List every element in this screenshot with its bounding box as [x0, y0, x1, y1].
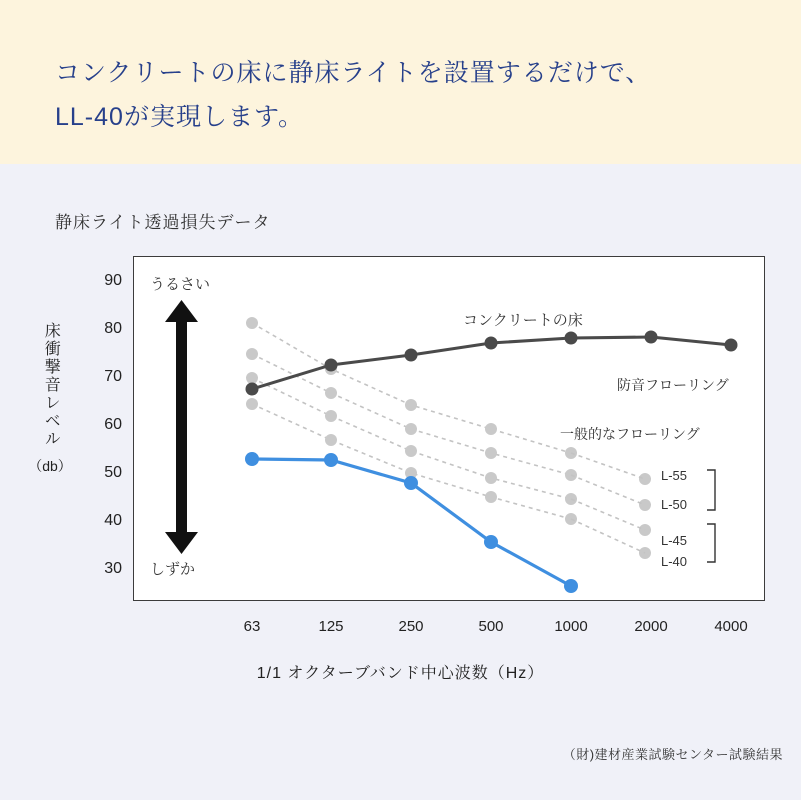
- annotation-soundproof-flooring: 防音フローリング: [617, 377, 729, 393]
- x-tick-125: 125: [318, 618, 344, 635]
- y-tick-50: 50: [104, 464, 122, 481]
- header-text: [55, 52, 755, 140]
- y-tick-60: 60: [104, 416, 122, 433]
- label-l40: L-40: [661, 554, 688, 569]
- x-axis-title: 1/1 オクターブバンド中心波数（Hz）: [256, 665, 545, 682]
- x-tick-2000: 2000: [634, 618, 668, 635]
- label-l50: L-50: [661, 497, 688, 512]
- annotation-loud: うるさい: [150, 276, 211, 293]
- x-tick-4000: 4000: [714, 618, 748, 635]
- y-tick-40: 40: [104, 512, 122, 529]
- y-tick-30: 30: [104, 560, 122, 577]
- x-tick-1000: 1000: [554, 618, 588, 635]
- y-axis-title: [28, 322, 72, 476]
- annotation-general-flooring: 一般的なフローリング: [560, 426, 700, 442]
- label-l55: L-55: [661, 468, 688, 483]
- header-line-2: LL-40が実現します。: [55, 102, 304, 131]
- y-tick-80: 80: [104, 320, 122, 337]
- y-axis-title-text: 床衝撃音レベル: [42, 322, 60, 448]
- annotation-quiet: しずか: [150, 561, 196, 578]
- y-tick-70: 70: [104, 368, 122, 385]
- source-note: （財)建材産業試験センター試験結果: [562, 747, 783, 762]
- x-tick-500: 500: [478, 618, 504, 635]
- label-l45: L-45: [661, 533, 688, 548]
- y-tick-90: 90: [104, 272, 122, 289]
- x-tick-63: 63: [243, 618, 261, 635]
- annotation-concrete-floor: コンクリートの床: [463, 312, 583, 329]
- header-line-1: コンクリートの床に静床ライトを設置するだけで、: [55, 59, 652, 87]
- chart-title: 静床ライト透過損失データ: [55, 213, 271, 232]
- x-tick-250: 250: [398, 618, 424, 635]
- header-band: [0, 0, 801, 164]
- y-axis-unit: （db）: [28, 458, 72, 475]
